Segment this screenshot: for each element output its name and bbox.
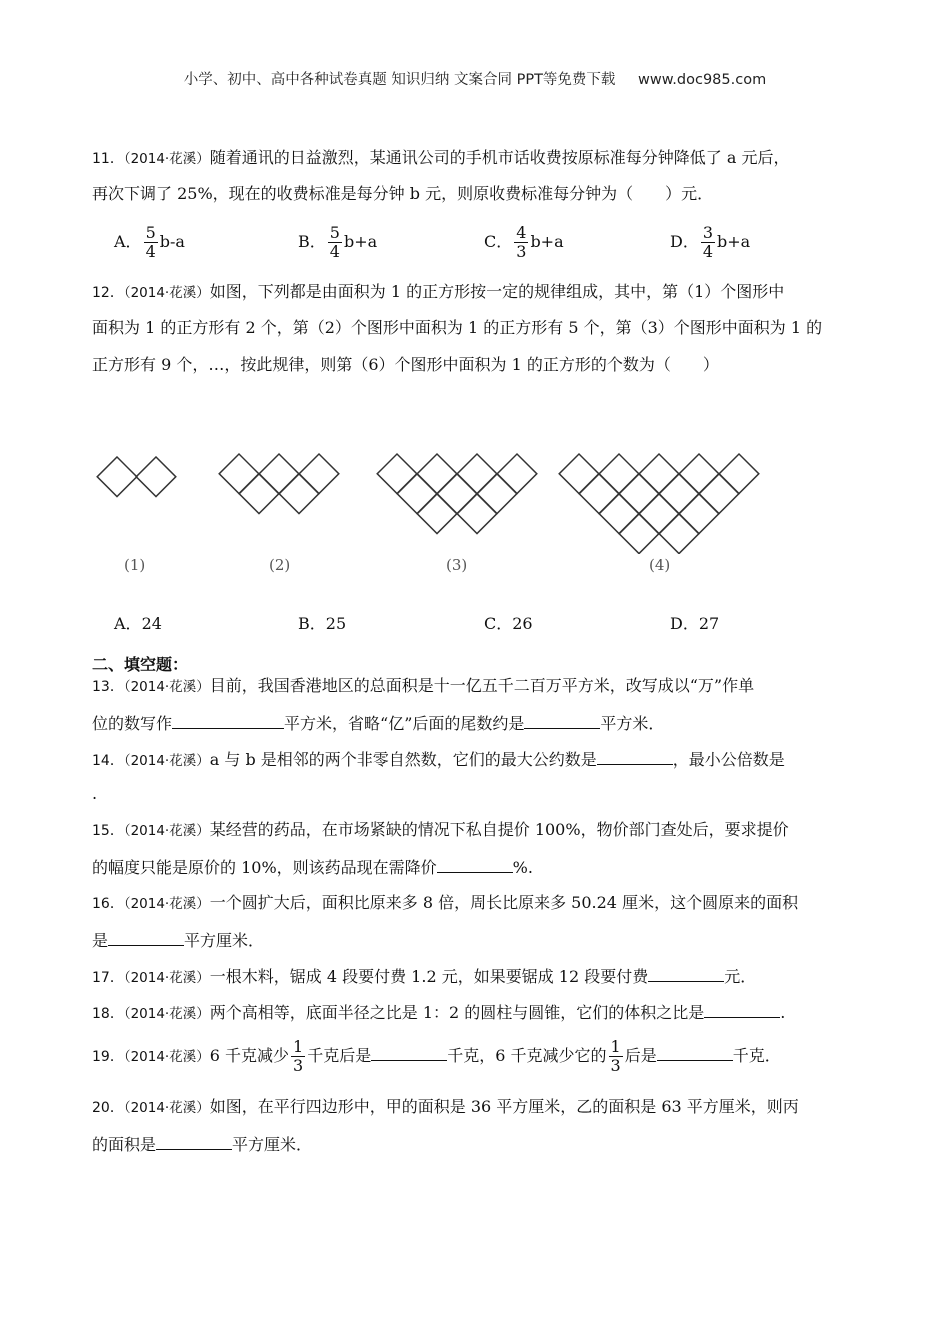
figure-3 [376,452,540,542]
q20-line1: 20．（2014·花溪）如图，在平行四边形中，甲的面积是 36 平方厘米，乙的面积是 63 平方厘米，则丙 [92,1097,799,1116]
q18-blank[interactable] [704,1001,780,1018]
q17-blank[interactable] [648,965,724,982]
q12-line3: 正方形有 9 个，…，按此规律，则第（6）个图形中面积为 1 的正方形的个数为（ ） [92,355,719,374]
q11-option-d-fraction: $\frac{3}{4}$ [702,223,714,261]
q13-line2: 位的数写作 平方米，省略“亿”后面的尾数约是 平方米． [92,714,665,733]
q11-option-a-fraction: $\frac{5}{4}$ [145,223,156,261]
q12-line2: 面积为 1 的正方形有 2 个，第（2）个图形中面积为 1 的正方形有 5 个，第（3）个图形中面积为 1 的 [92,318,823,337]
figure-4-label: (4) [649,556,671,574]
q18-line1: 18．（2014·花溪）两个高相等，底面半径之比是 1：2 的圆柱与圆锥，它们的体积之比是 . [92,1003,786,1022]
q13-line1: 13．（2014·花溪）目前，我国香港地区的总面积是十一亿五千二百万平方米，改写成以“万”作单 [92,676,755,695]
figure-1 [96,456,180,498]
q16-line2: 是 平方厘米． [92,931,265,950]
q11-option-a: A． $\frac{5}{4}$ b-a [114,223,185,261]
page-header [0,68,950,89]
q12-number: 12． [92,285,124,301]
q15-blank[interactable] [437,856,513,873]
q11-number: 11． [92,151,124,167]
q12-line1: 12．（2014·花溪）如图，下列都是由面积为 1 的正方形按一定的规律组成，其中，第（1）个图形中 [92,282,785,301]
figure-1-label: (1) [124,556,146,574]
q16-line1: 16．（2014·花溪）一个圆扩大后，面积比原来多 8 倍，周长比原来多 50.24 厘米，这个圆原来的面积 [92,893,799,912]
q11-option-b-fraction: $\frac{5}{4}$ [329,223,340,261]
q12-source: （2014·花溪） [123,285,210,301]
q17-line1: 17．（2014·花溪）一根木料，锯成 4 段要付费 1.2 元，如果要锯成 12 段要付费 元． [92,967,757,986]
q11-option-b: B． $\frac{5}{4}$ b+a [298,223,378,261]
q19-fraction-2: $\frac{1}{3}$ [610,1037,621,1075]
q15-line1: 15．（2014·花溪）某经营的药品，在市场紧缺的情况下私自提价 100%，物价部门查处后，要求提价 [92,820,789,839]
header-site: www.doc985.com [638,72,767,88]
q11-line2: 再次下调了 25%，现在的收费标准是每分钟 b 元，则原收费标准每分钟为（ ）元． [92,184,714,203]
figure-2 [218,452,342,536]
q14-line1: 14．（2014·花溪）a 与 b 是相邻的两个非零自然数，它们的最大公约数是 ，最小公倍数是 [92,750,785,769]
q19-blank-2[interactable] [657,1044,733,1061]
q19-line1: 19．（2014·花溪）6 千克减少 $\frac{1}{3}$ 千克后是 千克，6 千克减少它的 $\frac{1}{3}$ 后是 千克． [92,1037,781,1075]
q12-option-b: B．25 [298,614,347,633]
q11-option-c: C． $\frac{4}{3}$ b+a [484,223,564,261]
q20-line2: 的面积是 平方厘米． [92,1135,313,1154]
figure-2-label: (2) [269,556,291,574]
q11-line1 [92,148,789,169]
q11-option-d: D． $\frac{3}{4}$ b+a [670,223,751,261]
q12-option-a: A．24 [114,614,162,633]
q20-blank[interactable] [156,1133,232,1150]
q13-blank-1[interactable] [172,712,284,729]
header-text: 小学、初中、高中各种试卷真题 知识归纳 文案合同 PPT等免费下载 [183,72,616,88]
q15-line2: 的幅度只能是原价的 10%，则该药品现在需降价 %. [92,858,533,877]
q19-fraction-1: $\frac{1}{3}$ [293,1037,304,1075]
q13-blank-2[interactable] [524,712,600,729]
q14-line2: . [92,784,98,803]
figure-3-label: (3) [446,556,468,574]
q12-option-c: C．26 [484,614,533,633]
section-title-fill-blank: 二、填空题： [92,655,189,674]
q12-option-d: D．27 [670,614,720,633]
figure-4 [558,452,762,554]
q11-option-c-fraction: $\frac{4}{3}$ [516,223,527,261]
q16-blank[interactable] [108,929,184,946]
q14-blank-1[interactable] [597,748,673,765]
q11-text1: 随着通讯的日益激烈，某通讯公司的手机市话收费按原标准每分钟降低了 a 元后， [209,148,790,167]
q19-blank-1[interactable] [371,1044,447,1061]
q11-source: （2014·花溪） [123,151,210,167]
